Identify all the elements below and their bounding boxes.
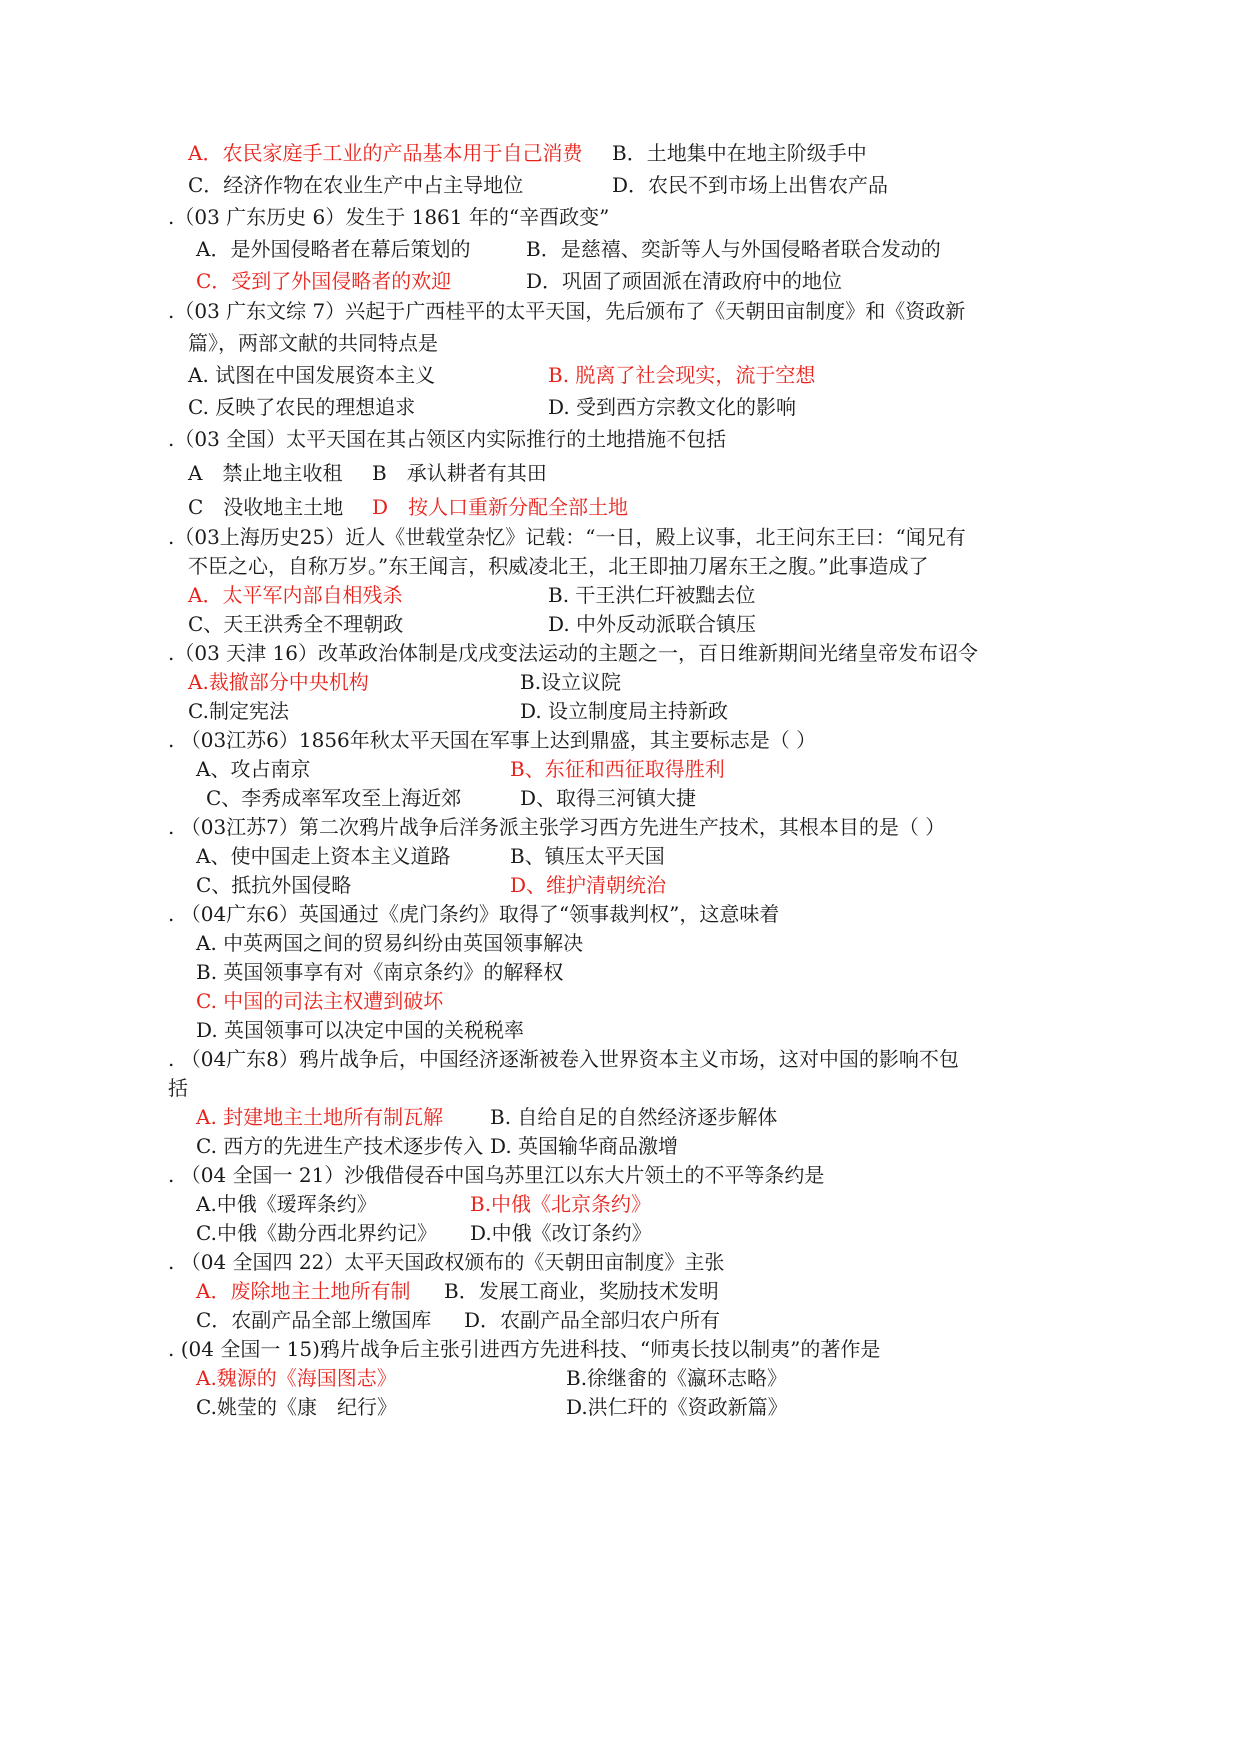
q3-option-d: D 按人口重新分配全部土地 (372, 495, 629, 519)
q7-option-d: D、维护清朝统治 (510, 873, 667, 897)
q4-option-c: C、天王洪秀全不理朝政 (188, 612, 404, 636)
q2-stem-line2: 篇》，两部文献的共同特点是 (188, 331, 438, 355)
q10-option-d: D.中俄《改订条约》 (470, 1221, 652, 1245)
q3-option-a: A 禁止地主收租 (188, 461, 343, 485)
q5-option-d: D. 设立制度局主持新政 (520, 699, 729, 723)
q5-option-b: B.设立议院 (520, 670, 622, 694)
q12-option-b: B.徐继畬的《瀛环志略》 (566, 1366, 788, 1390)
q3-option-b: B 承认耕者有其田 (372, 461, 547, 485)
q3-option-c: C 没收地主土地 (188, 495, 344, 519)
q7-stem: . （03江苏7）第二次鸦片战争后洋务派主张学习西方先进生产技术，其根本目的是（ ） (168, 815, 946, 839)
q7-option-c: C、抵抗外国侵略 (196, 873, 352, 897)
q2-stem-line1: .（03 广东文综 7）兴起于广西桂平的太平天国，先后颁布了《天朝田亩制度》和《资政新 (168, 299, 966, 323)
q12-option-c: C.姚莹的《康 纪行》 (196, 1395, 397, 1419)
q2-option-c: C. 反映了农民的理想追求 (188, 395, 416, 419)
q12-stem: . (04 全国一 15)鸦片战争后主张引进西方先进科技、“师夷长技以制夷”的著作是 (168, 1337, 881, 1361)
q5-option-c: C.制定宪法 (188, 699, 289, 723)
q2-option-b: B. 脱离了社会现实，流于空想 (548, 363, 816, 387)
q4-option-b: B. 干王洪仁玕被黜去位 (548, 583, 756, 607)
q1-stem: .（03 广东历史 6）发生于 1861 年的“辛酉政变” (168, 205, 610, 229)
q8-stem: . （04广东6）英国通过《虎门条约》取得了“领事裁判权”，这意味着 (168, 902, 780, 926)
q11-option-c: C．农副产品全部上缴国库 (196, 1308, 432, 1332)
q1-option-b: B．是慈禧、奕訢等人与外国侵略者联合发动的 (526, 237, 941, 261)
q0-option-c: C．经济作物在农业生产中占主导地位 (188, 173, 524, 197)
q9-option-d: D. 英国输华商品激增 (490, 1134, 679, 1158)
q3-stem: .（03 全国）太平天国在其占领区内实际推行的土地措施不包括 (168, 427, 727, 451)
q4-option-d: D. 中外反动派联合镇压 (548, 612, 757, 636)
q8-option-a: A. 中英两国之间的贸易纠纷由英国领事解决 (196, 931, 584, 955)
q9-option-a: A. 封建地主土地所有制瓦解 (196, 1105, 444, 1129)
q9-option-c: C. 西方的先进生产技术逐步传入 (196, 1134, 484, 1158)
q6-option-a: A、攻占南京 (196, 757, 311, 781)
q1-option-a: A．是外国侵略者在幕后策划的 (196, 237, 471, 261)
q1-option-c: C．受到了外国侵略者的欢迎 (196, 269, 452, 293)
q7-option-a: A、使中国走上资本主义道路 (196, 844, 451, 868)
q11-option-a: A．废除地主土地所有制 (196, 1279, 411, 1303)
q11-stem: . （04 全国四 22）太平天国政权颁布的《天朝田亩制度》主张 (168, 1250, 725, 1274)
q0-option-b: B．土地集中在地主阶级手中 (612, 141, 867, 165)
q11-option-b: B．发展工商业，奖励技术发明 (444, 1279, 719, 1303)
q6-option-c: C、李秀成率军攻至上海近郊 (206, 786, 462, 810)
q12-option-a: A.魏源的《海国图志》 (196, 1366, 397, 1390)
q6-option-b: B、东征和西征取得胜利 (510, 757, 725, 781)
q9-stem-line1: . （04广东8）鸦片战争后，中国经济逐渐被卷入世界资本主义市场，这对中国的影响不包 (168, 1047, 959, 1071)
q5-stem: .（03 天津 16）改革政治体制是戊戌变法运动的主题之一，百日维新期间光绪皇帝发布诏令 (168, 641, 978, 665)
q10-option-c: C.中俄《勘分西北界约记》 (196, 1221, 437, 1245)
q10-option-a: A.中俄《瑷珲条约》 (196, 1192, 377, 1216)
q0-option-a: A．农民家庭手工业的产品基本用于自己消费 (188, 141, 583, 165)
q4-stem-line2: 不臣之心，自称万岁。”东王闻言，积威凌北王，北王即抽刀屠东王之腹。”此事造成了 (188, 554, 929, 578)
q10-stem: . （04 全国一 21）沙俄借侵吞中国乌苏里江以东大片领土的不平等条约是 (168, 1163, 825, 1187)
q9-option-b: B. 自给自足的自然经济逐步解体 (490, 1105, 778, 1129)
q8-option-b: B. 英国领事享有对《南京条约》的解释权 (196, 960, 564, 984)
q8-option-d: D. 英国领事可以决定中国的关税税率 (196, 1018, 525, 1042)
q11-option-d: D．农副产品全部归农户所有 (464, 1308, 721, 1332)
q5-option-a: A.裁撤部分中央机构 (188, 670, 369, 694)
q9-stem-line2: 括 (168, 1076, 188, 1100)
q6-stem: . （03江苏6）1856年秋太平天国在军事上达到鼎盛，其主要标志是（ ） (168, 728, 817, 752)
q0-option-d: D．农民不到市场上出售农产品 (612, 173, 889, 197)
q8-option-c: C. 中国的司法主权遭到破坏 (196, 989, 444, 1013)
q4-option-a: A．太平军内部自相残杀 (188, 583, 403, 607)
q2-option-a: A. 试图在中国发展资本主义 (188, 363, 436, 387)
q1-option-d: D．巩固了顽固派在清政府中的地位 (526, 269, 843, 293)
q12-option-d: D.洪仁玕的《资政新篇》 (566, 1395, 788, 1419)
q7-option-b: B、镇压太平天国 (510, 844, 665, 868)
q6-option-d: D、取得三河镇大捷 (520, 786, 697, 810)
q10-option-b: B.中俄《北京条约》 (470, 1192, 652, 1216)
q4-stem-line1: .（03上海历史25）近人《世载堂杂忆》记载：“一日，殿上议事，北王问东王曰：“闻兄有 (168, 525, 966, 549)
q2-option-d: D. 受到西方宗教文化的影响 (548, 395, 797, 419)
